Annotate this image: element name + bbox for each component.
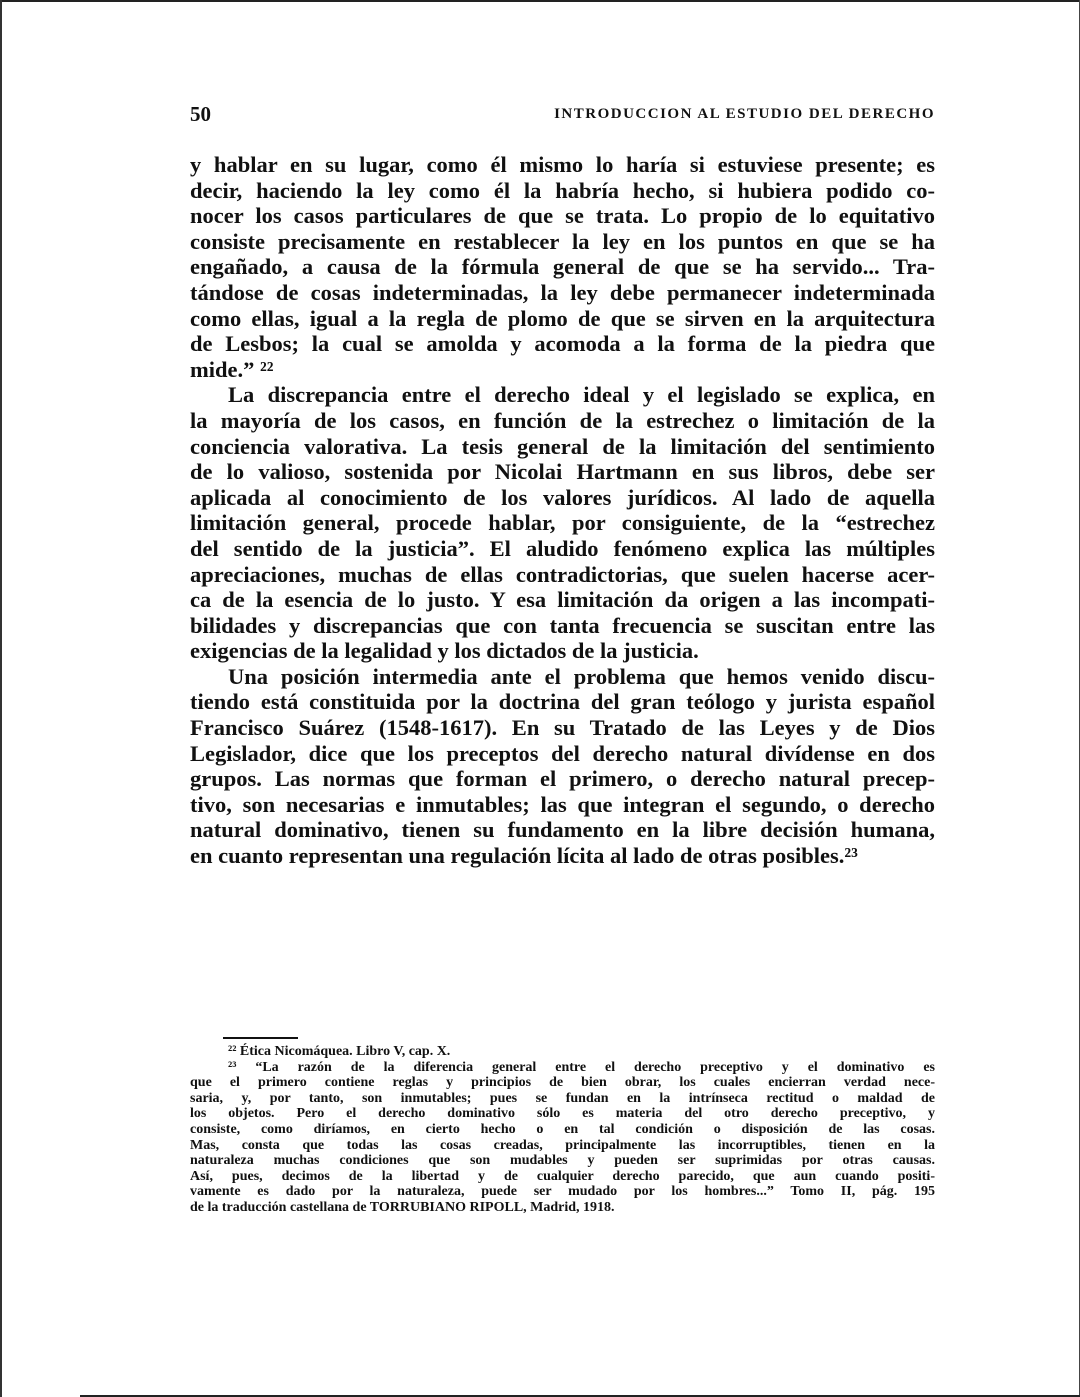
footnote-line: Mas, consta que todas las cosas creadas, principalmente las incorruptibles, tienen en la — [190, 1137, 935, 1153]
body-line: ca de la esencia de lo justo. Y esa limitación da origen a las incompati- — [190, 587, 935, 613]
body-line: la mayoría de los casos, en función de la estrechez o limitación de la — [190, 407, 935, 433]
footnote-line: Así, pues, decimos de la libertad y de cualquier derecho parecido, que aun cuando positi- — [190, 1168, 935, 1184]
footnote-line: saria, y, por tanto, son inmutables; pues se fundan en la intrínseca rectitud o maldad de — [190, 1090, 935, 1106]
footnote-line: que el primero contiene reglas y principios de bien obrar, los cuales encierran verdad nece- — [190, 1075, 935, 1091]
body-line: del sentido de la justicia”. El aludido fenómeno explica las múltiples — [190, 535, 935, 561]
footnotes — [190, 1044, 935, 1216]
footnote-rule — [223, 1037, 298, 1039]
body-line: en cuanto representan una regulación lícita al lado de otras posibles.²³ — [190, 843, 858, 869]
body-line: apreciaciones, muchas de ellas contradictorias, que suelen hacerse acer- — [190, 561, 935, 587]
body-line: limitación general, procede hablar, por consiguiente, de la “estrechez — [190, 510, 935, 536]
body-line: mide.” ²² — [190, 356, 274, 382]
body-line: tivo, son necesarias e inmutables; las que integran el segundo, o derecho — [190, 791, 935, 817]
body-line: engañado, a causa de la fórmula general de que se ha servido... Tra- — [190, 254, 935, 280]
page-number: 50 — [190, 102, 211, 126]
body-line: Legislador, dice que los preceptos del derecho natural divídense en dos — [190, 740, 935, 766]
body-line: y hablar en su lugar, como él mismo lo haría si estuviese presente; es — [190, 152, 935, 177]
body-line: de Lesbos; la cual se amolda y acomoda a la forma de la piedra que — [190, 331, 935, 357]
footnote-line: de la traducción castellana de TORRUBIANO RIPOLL, Madrid, 1918. — [190, 1199, 615, 1215]
body-line: Una posición intermedia ante el problema que hemos venido discu- — [228, 663, 935, 689]
scan-edge-left — [0, 0, 2, 1397]
scan-edge-top — [0, 0, 1080, 2]
body-line: consiste precisamente en restablecer la ley en los puntos en que se ha — [190, 228, 935, 254]
body-line: grupos. Las normas que forman el primero, o derecho natural precep- — [190, 766, 935, 792]
body-line: aplicada al conocimiento de los valores jurídicos. Al lado de aquella — [190, 484, 935, 510]
body-text — [190, 152, 935, 869]
body-line: decir, haciendo la ley como él la habría hecho, si hubiera podido co- — [190, 177, 935, 203]
body-line: de lo valioso, sostenida por Nicolai Hartmann en sus libros, debe ser — [190, 459, 935, 485]
body-line: como ellas, igual a la regla de plomo de que se sirven en la arquitectura — [190, 305, 935, 331]
footnote-line: naturaleza muchas condiciones que son mudables y pueden ser suprimidas por otras causas. — [190, 1153, 935, 1169]
footnote-line: ²² Ética Nicomáquea. Libro V, cap. X. — [228, 1044, 451, 1059]
body-line: natural dominativo, tienen su fundamento en la libre decisión humana, — [190, 817, 935, 843]
footnote-line: vamente es dado por la naturaleza, puede ser mudado por los hombres...” Tomo II, pág. 195 — [190, 1184, 935, 1200]
footnote-line: ²³ “La razón de la diferencia general entre el derecho preceptivo y el dominativo es — [228, 1059, 935, 1075]
body-line: La discrepancia entre el derecho ideal y el legislado se explica, en — [228, 382, 935, 408]
body-line: tándose de cosas indeterminadas, la ley debe permanecer indeterminada — [190, 279, 935, 305]
running-title: INTRODUCCION AL ESTUDIO DEL DERECHO — [554, 106, 935, 122]
body-line: bilidades y discrepancias que con tanta frecuencia se suscitan entre las — [190, 612, 935, 638]
body-line: exigencias de la legalidad y los dictados de la justicia. — [190, 638, 699, 664]
body-line: nocer los casos particulares de que se trata. Lo propio de lo equitativo — [190, 203, 935, 229]
footnote-line: consiste, como diríamos, en cierto hecho o en tal condición o disposición de las cosas. — [190, 1121, 935, 1137]
footnote-line: los objetos. Pero el derecho dominativo sólo es materia del otro derecho preceptivo, y — [190, 1106, 935, 1122]
body-line: conciencia valorativa. La tesis general de la limitación del sentimiento — [190, 433, 935, 459]
body-line: tiendo está constituida por la doctrina del gran teólogo y jurista español — [190, 689, 935, 715]
body-line: Francisco Suárez (1548-1617). En su Tratado de las Leyes y de Dios — [190, 715, 935, 741]
